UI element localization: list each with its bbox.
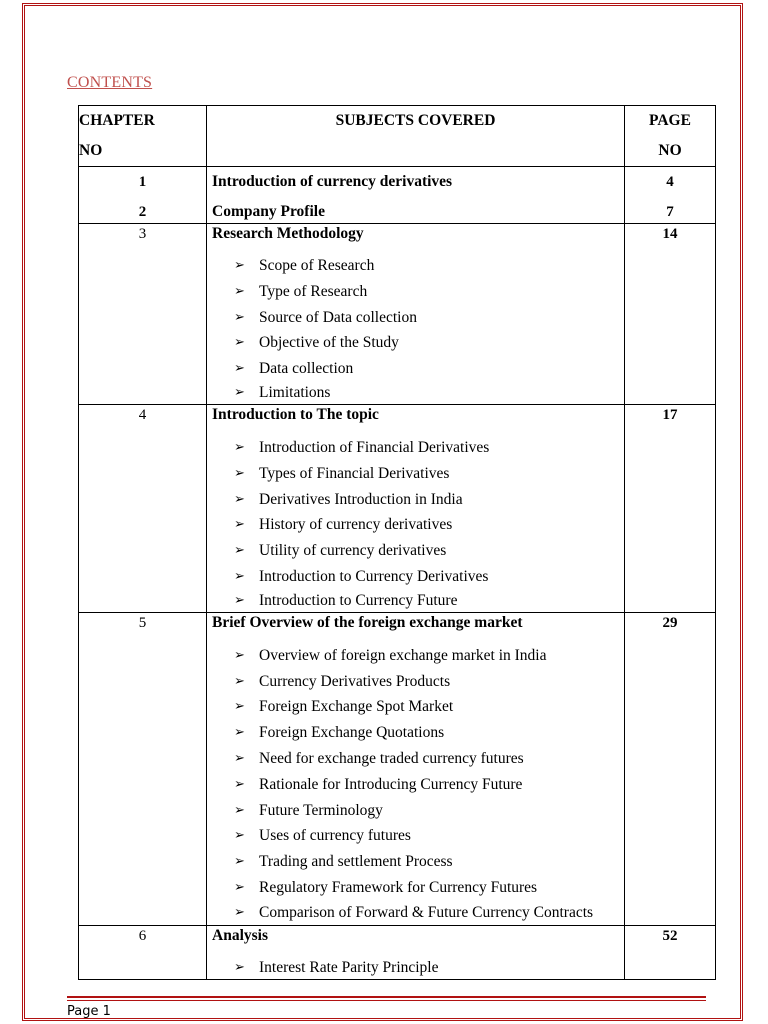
table-row — [79, 612, 716, 925]
list-item: ➢ Derivatives Introduction in India — [234, 487, 624, 513]
subtopic-list — [207, 633, 624, 925]
chapter-page: 29 — [625, 612, 716, 925]
list-item: ➢ Limitations — [234, 382, 624, 404]
list-item: ➢ Introduction to Currency Future — [234, 590, 624, 612]
arrow-bullet-icon: ➢ — [234, 361, 245, 377]
arrow-bullet-icon: ➢ — [234, 750, 245, 766]
chapter-title: Research Methodology — [212, 225, 364, 242]
list-item: ➢ Foreign Exchange Quotations — [234, 720, 624, 746]
arrow-bullet-icon: ➢ — [234, 673, 245, 689]
footer-rule — [67, 996, 706, 998]
page-number-label: Page 1 — [67, 1004, 111, 1019]
list-item: ➢ Utility of currency derivatives — [234, 538, 624, 564]
table-row — [79, 224, 716, 405]
arrow-bullet-icon: ➢ — [234, 439, 245, 455]
chapter-number: 4 — [79, 404, 207, 612]
arrow-bullet-icon: ➢ — [234, 776, 245, 792]
list-item: ➢ Currency Derivatives Products — [234, 669, 624, 695]
list-item: ➢ Comparison of Forward & Future Currency Contracts — [234, 901, 624, 925]
chapter-number: 3 — [79, 224, 207, 405]
chapter-title: Company Profile — [212, 203, 325, 220]
chapter-page: 14 — [625, 224, 716, 405]
list-item: ➢ Scope of Research — [234, 253, 624, 279]
chapter-number: 6 — [79, 925, 207, 979]
header-page-label: PAGE — [649, 112, 691, 129]
arrow-bullet-icon: ➢ — [234, 568, 245, 584]
list-item: ➢ Trading and settlement Process — [234, 849, 624, 875]
chapter-page: 4 — [666, 174, 674, 190]
chapter-number: 2 — [138, 204, 147, 220]
list-item: ➢ Uses of currency futures — [234, 823, 624, 849]
header-chapter-no-label: NO — [79, 142, 103, 159]
chapter-page: 17 — [625, 404, 716, 612]
header-chapter-no — [79, 106, 207, 167]
list-item: ➢ History of currency derivatives — [234, 512, 624, 538]
arrow-bullet-icon: ➢ — [234, 517, 245, 533]
chapter-title-cell — [207, 612, 625, 925]
chapter-page: 52 — [625, 925, 716, 979]
header-page-no — [625, 106, 716, 167]
arrow-bullet-icon: ➢ — [234, 592, 245, 608]
chapter-number-cell — [79, 167, 207, 224]
arrow-bullet-icon: ➢ — [234, 491, 245, 507]
chapter-page: 7 — [666, 204, 674, 220]
list-item: ➢ Type of Research — [234, 279, 624, 305]
chapter-title-cell — [207, 404, 625, 612]
list-item: ➢ Future Terminology — [234, 798, 624, 824]
chapter-number: 5 — [79, 612, 207, 925]
arrow-bullet-icon: ➢ — [234, 959, 245, 975]
list-item: ➢ Data collection — [234, 356, 624, 382]
table-row — [79, 925, 716, 979]
chapter-title: Brief Overview of the foreign exchange market — [212, 613, 523, 631]
subtopic-list — [207, 244, 624, 404]
table-row — [79, 167, 716, 224]
list-item: ➢ Interest Rate Parity Principle — [234, 957, 624, 979]
chapter-title: Introduction of currency derivatives — [212, 173, 453, 190]
arrow-bullet-icon: ➢ — [234, 309, 245, 325]
list-item: ➢ Introduction to Currency Derivatives — [234, 564, 624, 590]
chapter-number: 1 — [138, 174, 147, 190]
arrow-bullet-icon: ➢ — [234, 543, 245, 559]
header-chapter-label: CHAPTER — [79, 112, 155, 129]
list-item: ➢ Regulatory Framework for Currency Futures — [234, 875, 624, 901]
contents-table — [78, 105, 716, 980]
list-item: ➢ Foreign Exchange Spot Market — [234, 694, 624, 720]
arrow-bullet-icon: ➢ — [234, 879, 245, 895]
chapter-title-cell — [207, 925, 625, 979]
arrow-bullet-icon: ➢ — [234, 335, 245, 351]
list-item: ➢ Rationale for Introducing Currency Future — [234, 772, 624, 798]
arrow-bullet-icon: ➢ — [234, 725, 245, 741]
arrow-bullet-icon: ➢ — [234, 904, 245, 920]
arrow-bullet-icon: ➢ — [234, 699, 245, 715]
header-subjects-covered: SUBJECTS COVERED — [207, 106, 625, 167]
arrow-bullet-icon: ➢ — [234, 465, 245, 481]
chapter-page-cell — [625, 167, 716, 224]
arrow-bullet-icon: ➢ — [234, 854, 245, 870]
header-page-no-label: NO — [658, 142, 682, 159]
subtopic-list — [207, 425, 624, 612]
arrow-bullet-icon: ➢ — [234, 283, 245, 299]
chapter-title-cell — [207, 167, 625, 224]
footer-rule-thin — [67, 1000, 706, 1001]
arrow-bullet-icon: ➢ — [234, 647, 245, 663]
arrow-bullet-icon: ➢ — [234, 828, 245, 844]
subtopic-list — [207, 946, 624, 979]
arrow-bullet-icon: ➢ — [234, 384, 245, 400]
chapter-title-cell — [207, 224, 625, 405]
contents-heading: CONTENTS — [67, 74, 153, 91]
list-item: ➢ Overview of foreign exchange market in India — [234, 643, 624, 669]
arrow-bullet-icon: ➢ — [234, 802, 245, 818]
list-item: ➢ Introduction of Financial Derivatives — [234, 435, 624, 461]
list-item: ➢ Source of Data collection — [234, 305, 624, 331]
chapter-title: Introduction to The topic — [212, 405, 379, 423]
table-header-row — [79, 106, 716, 167]
table-row — [79, 404, 716, 612]
list-item: ➢ Need for exchange traded currency futures — [234, 746, 624, 772]
chapter-title: Analysis — [212, 926, 268, 944]
arrow-bullet-icon: ➢ — [234, 258, 245, 273]
list-item: ➢ Types of Financial Derivatives — [234, 461, 624, 487]
list-item: ➢ Objective of the Study — [234, 330, 624, 356]
